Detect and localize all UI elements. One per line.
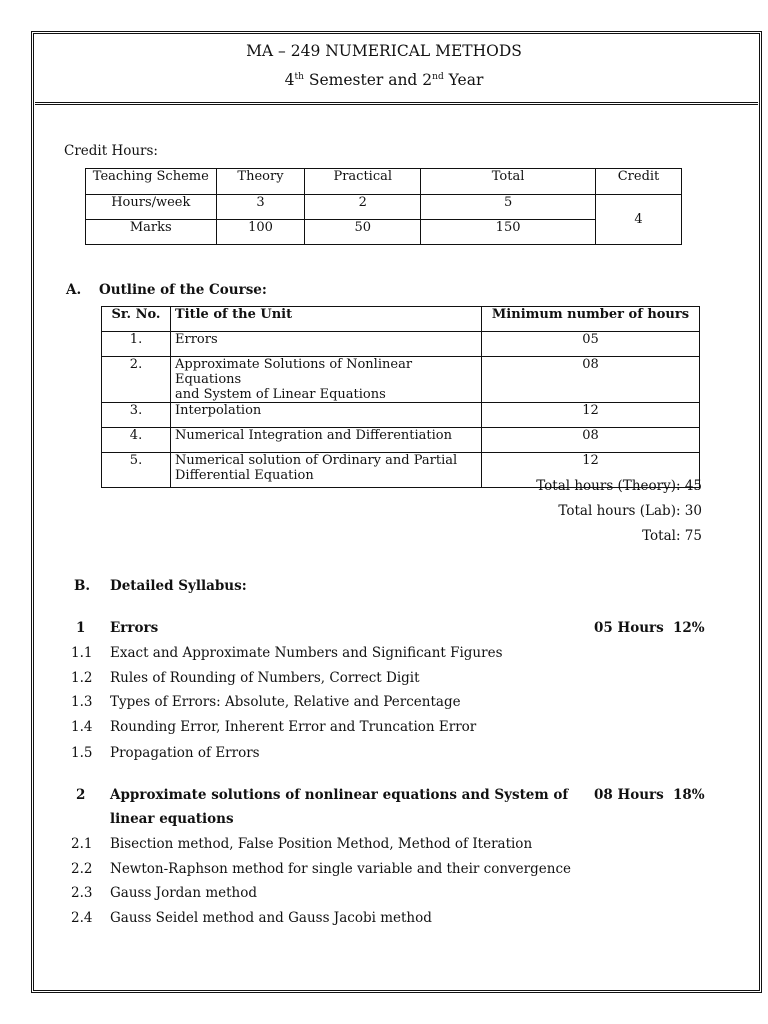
outline-header-row: [102, 307, 700, 332]
credit-hours-label: Credit Hours:: [64, 143, 158, 159]
outline-hours: 12: [482, 453, 700, 488]
credit-cell: 5: [421, 195, 596, 220]
credit-value-cell: 4: [596, 195, 682, 245]
topic-text: Rules of Rounding of Numbers, Correct Digit: [110, 670, 420, 686]
unit-number: 2: [76, 787, 86, 803]
outline-table: [101, 306, 700, 488]
outline-row: [102, 428, 700, 453]
credit-header-cell: Credit: [596, 169, 682, 195]
topic-number: 2.1: [71, 836, 93, 852]
credit-cell: 100: [216, 220, 305, 245]
credit-cell: Hours/week: [86, 195, 217, 220]
outline-sr: 5.: [102, 453, 171, 488]
credit-cell: 2: [305, 195, 421, 220]
outline-hours: 08: [482, 428, 700, 453]
credit-cell: Marks: [86, 220, 217, 245]
topic-text: Gauss Jordan method: [110, 885, 258, 901]
topic-number: 2.2: [71, 861, 93, 877]
topic-number: 1.5: [71, 745, 93, 761]
unit-percent: 12%: [673, 620, 705, 636]
topic-number: 2.3: [71, 885, 93, 901]
topic-number: 1.4: [71, 719, 93, 735]
outline-title-line: Differential Equation: [175, 468, 314, 483]
credit-cell: 50: [305, 220, 421, 245]
outline-heading: Outline of the Course:: [99, 282, 267, 298]
semester-number: 4: [284, 71, 295, 89]
outline-title: Errors: [171, 332, 482, 357]
outline-row: [102, 403, 700, 428]
topic-number: 1.2: [71, 670, 93, 686]
syllabus-letter: B.: [74, 578, 91, 594]
year-text: Year: [443, 71, 484, 89]
topic-number: 1.1: [71, 645, 93, 661]
topic-number: 1.3: [71, 694, 93, 710]
outline-title-line: and System of Linear Equations: [175, 387, 386, 402]
credit-header-cell: Practical: [305, 169, 421, 195]
outline-sr: 2.: [102, 357, 171, 403]
topic-text: Newton-Raphson method for single variable and their convergence: [110, 861, 571, 877]
year-number: 2: [422, 71, 433, 89]
outline-header-cell: Title of the Unit: [171, 307, 482, 332]
unit-percent: 18%: [673, 787, 705, 803]
semester-line: [0, 71, 768, 89]
outline-title-line: Approximate Solutions of Nonlinear Equations: [175, 357, 413, 387]
total-overall: Total: 75: [642, 528, 702, 544]
credit-header-cell: Teaching Scheme: [86, 169, 217, 195]
outline-hours: 12: [482, 403, 700, 428]
outline-letter: A.: [66, 282, 82, 298]
credit-header-cell: Theory: [216, 169, 305, 195]
topic-text: Gauss Seidel method and Gauss Jacobi method: [110, 910, 432, 926]
topic-text: Propagation of Errors: [110, 745, 260, 761]
unit-title: Approximate solutions of nonlinear equations and System of: [110, 787, 569, 803]
credit-row: [86, 220, 682, 245]
unit-number: 1: [76, 620, 86, 636]
credit-cell: 150: [421, 220, 596, 245]
total-theory: Total hours (Theory): 45: [536, 478, 702, 494]
semester-sup: th: [294, 71, 304, 82]
outline-sr: 1.: [102, 332, 171, 357]
outline-title-line: Numerical solution of Ordinary and Partial: [175, 453, 458, 468]
outline-hours: 05: [482, 332, 700, 357]
outline-title: Numerical Integration and Differentiation: [171, 428, 482, 453]
unit-hours: 08 Hours: [594, 787, 664, 803]
topic-number: 2.4: [71, 910, 93, 926]
outline-title: [171, 357, 482, 403]
outline-sr: 4.: [102, 428, 171, 453]
unit-title: Errors: [110, 620, 159, 636]
outline-hours: 08: [482, 357, 700, 403]
outline-title: Interpolation: [171, 403, 482, 428]
topic-text: Bisection method, False Position Method, Method of Iteration: [110, 836, 533, 852]
year-sup: nd: [432, 71, 444, 82]
course-title: MA – 249 NUMERICAL METHODS: [246, 42, 522, 60]
outline-title: [171, 453, 482, 488]
unit-hours: 05 Hours: [594, 620, 664, 636]
syllabus-heading: Detailed Syllabus:: [110, 578, 247, 594]
credit-row: [86, 195, 682, 220]
outline-row: [102, 332, 700, 357]
semester-text: Semester and: [303, 71, 423, 89]
topic-text: Rounding Error, Inherent Error and Truncation Error: [110, 719, 477, 735]
topic-text: Exact and Approximate Numbers and Significant Figures: [110, 645, 503, 661]
outline-header-cell: Minimum number of hours: [482, 307, 700, 332]
total-lab: Total hours (Lab): 30: [558, 503, 702, 519]
outline-sr: 3.: [102, 403, 171, 428]
unit-title-line2: linear equations: [110, 811, 234, 827]
outline-row: [102, 357, 700, 403]
credit-cell: 3: [216, 195, 305, 220]
credit-header-cell: Total: [421, 169, 596, 195]
credit-table: [85, 168, 682, 245]
credit-header-row: [86, 169, 682, 195]
outline-header-cell: Sr. No.: [102, 307, 171, 332]
topic-text: Types of Errors: Absolute, Relative and Percentage: [110, 694, 461, 710]
